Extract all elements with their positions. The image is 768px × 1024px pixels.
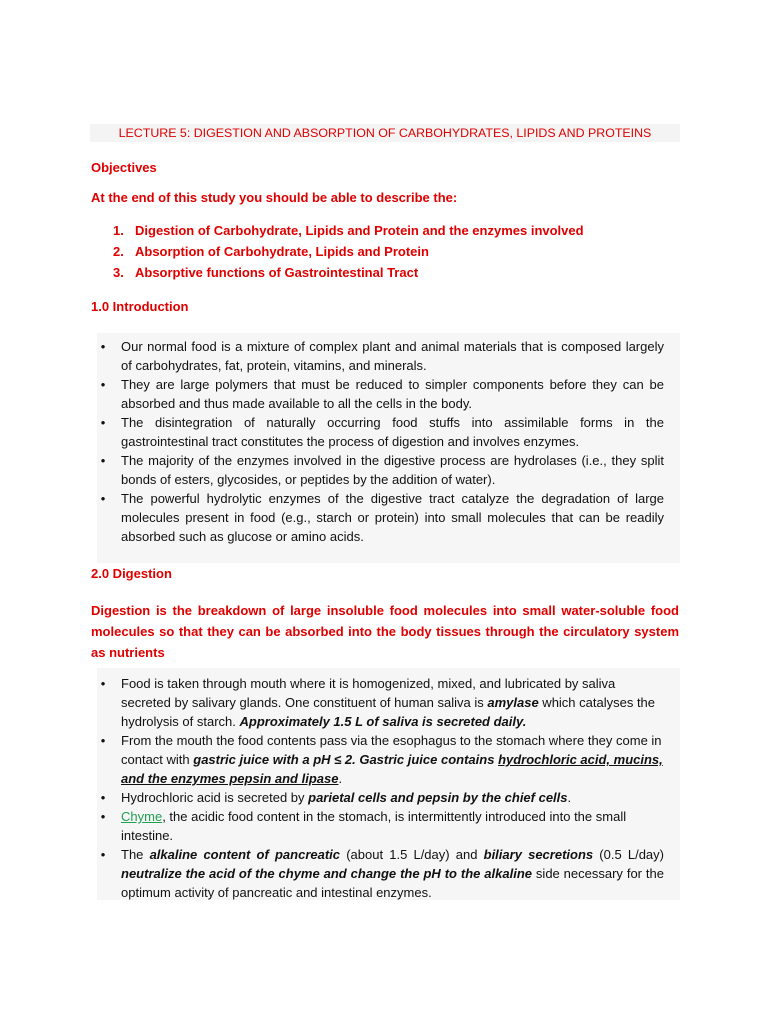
objective-number: 3.: [113, 265, 124, 280]
digestion-bullet-stomach: [98, 731, 664, 788]
objectives-intro: At the end of this study you should be able to describe the:: [91, 190, 458, 205]
objective-item: [113, 220, 584, 241]
gastric-juice-note: gastric juice with a pH ≤ 2. Gastric juice contains: [193, 752, 499, 767]
bullet-dot: •: [100, 491, 106, 506]
objective-text: Absorptive functions of Gastrointestinal Tract: [135, 265, 419, 280]
objective-text: Digestion of Carbohydrate, Lipids and Protein and the enzymes involved: [135, 223, 584, 238]
bullet-dot: •: [100, 809, 106, 824]
bullet-dot: •: [100, 790, 106, 805]
digestion-bullet-saliva: [98, 674, 664, 731]
text-run: , the acidic food content in the stomach, is intermittently introduced into the small intestine.: [121, 809, 627, 843]
intro-bullet: [98, 451, 664, 489]
objectives-list: [113, 220, 584, 283]
digestion-definition: Digestion is the breakdown of large insoluble food molecules into small water-soluble food molecules so that they can be absorbed into the body tissues through the circulatory system as nutrients: [91, 603, 679, 660]
intro-bullet: [98, 413, 664, 451]
biliary-term: biliary secretions: [483, 847, 594, 862]
intro-bullet-text: Our normal food is a mixture of complex plant and animal materials that is composed largely of carbohydrates, fat, protein, vitamins, and minerals.: [121, 339, 664, 373]
digestion-bullet-chyme: [98, 807, 664, 845]
text-run: .: [567, 790, 572, 805]
objective-number: 2.: [113, 244, 124, 259]
cells-note: parietal cells and pepsin by the chief cells: [308, 790, 568, 805]
intro-bullet-text: They are large polymers that must be reduced to simpler components before they can be absorbed and thus made available to all the cells in the body.: [121, 377, 664, 411]
bullet-dot: •: [100, 377, 106, 392]
text-run: which catalyses the hydrolysis of starch.: [121, 695, 656, 729]
text-run: From the mouth the food contents pass via the esophagus to the stomach where they come in contact with: [121, 733, 662, 767]
neutralize-note: neutralize the acid of the chyme and change the pH to the alkaline: [121, 866, 533, 881]
gastric-components: hydrochloric acid, mucins, and the enzymes pepsin and lipase: [121, 752, 663, 786]
bullet-dot: •: [100, 733, 106, 748]
introduction-bullets: [98, 337, 664, 546]
bullet-dot: •: [100, 415, 106, 430]
lecture-title: LECTURE 5: DIGESTION AND ABSORPTION OF CARBOHYDRATES, LIPIDS AND PROTEINS: [90, 124, 680, 142]
text-run: Hydrochloric acid is secreted by: [121, 790, 309, 805]
bullet-dot: •: [100, 453, 106, 468]
chyme-term: Chyme: [121, 809, 163, 824]
digestion-bullet-pancreatic: [98, 845, 664, 902]
text-run: Food is taken through mouth where it is homogenized, mixed, and lubricated by saliva secreted by salivary glands. One constituent of human saliva is: [121, 676, 616, 710]
saliva-volume-note: Approximately 1.5 L of saliva is secreted daily.: [239, 714, 527, 729]
digestion-bullet-hcl: [98, 788, 664, 807]
objectives-heading: Objectives: [91, 160, 157, 175]
intro-bullet-text: The powerful hydrolytic enzymes of the digestive tract catalyze the degradation of large molecules present in food (e.g., starch or protein) into small molecules that can be readily absorbed such as glucose or amino acids.: [121, 491, 664, 544]
intro-bullet: [98, 375, 664, 413]
objective-text: Absorption of Carbohydrate, Lipids and Protein: [135, 244, 429, 259]
objective-item: [113, 241, 584, 262]
introduction-heading: 1.0 Introduction: [91, 299, 189, 314]
objective-item: [113, 262, 584, 283]
digestion-bullets: [98, 674, 664, 902]
intro-bullet: [98, 337, 664, 375]
amylase-term: amylase: [487, 695, 539, 710]
pancreatic-term: alkaline content of pancreatic: [149, 847, 341, 862]
bullet-dot: •: [100, 676, 106, 691]
text-run: .: [338, 771, 343, 786]
text-run: (0.5 L/day): [593, 847, 664, 862]
text-run: side necessary for the optimum activity of pancreatic and intestinal enzymes.: [121, 866, 664, 900]
text-run: (about 1.5 L/day) and: [340, 847, 484, 862]
digestion-heading: 2.0 Digestion: [91, 566, 172, 581]
text-run: The: [121, 847, 150, 862]
bullet-dot: •: [100, 339, 106, 354]
bullet-dot: •: [100, 847, 106, 862]
intro-bullet-text: The disintegration of naturally occurring food stuffs into assimilable forms in the gastrointestinal tract constitutes the process of digestion and involves enzymes.: [121, 415, 664, 449]
intro-bullet-text: The majority of the enzymes involved in the digestive process are hydrolases (i.e., they split bonds of esters, glycosides, or peptides by the addition of water).: [121, 453, 664, 487]
intro-bullet: [98, 489, 664, 546]
objective-number: 1.: [113, 223, 124, 238]
